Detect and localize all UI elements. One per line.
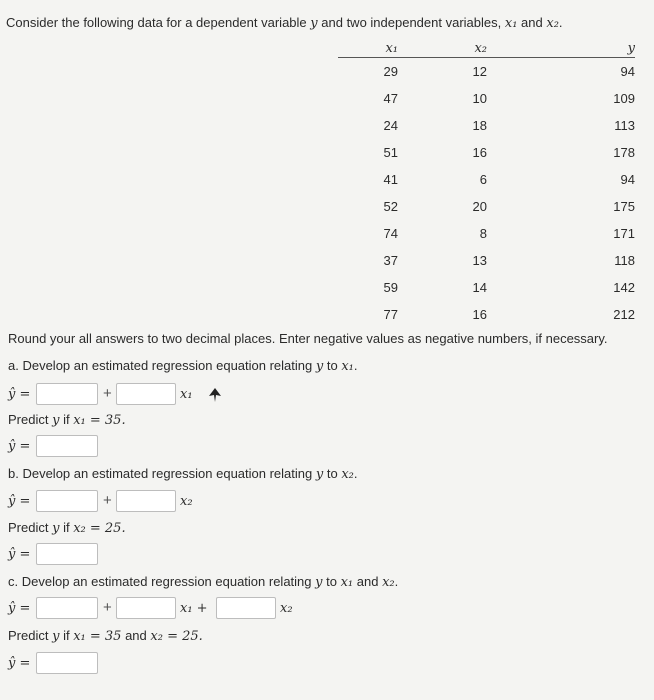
header-x2: x₂ — [474, 41, 487, 56]
header-x1: x₁ — [385, 41, 398, 56]
part-c-predict-if: if — [63, 628, 70, 643]
cell-x1: 29 — [383, 64, 398, 79]
cell-y: 175 — [613, 199, 635, 214]
part-b-title-text: b. Develop an estimated regression equation relating — [8, 466, 313, 481]
cell-x2: 16 — [472, 145, 487, 160]
part-c-and: and — [356, 574, 379, 589]
cell-y: 118 — [614, 253, 635, 268]
header-y: y — [627, 41, 635, 56]
part-c-predict-y: y — [52, 629, 60, 644]
part-c-intercept-input[interactable] — [36, 597, 98, 619]
table-row — [338, 58, 635, 86]
cell-x2: 12 — [472, 64, 487, 79]
cell-y: 178 — [613, 145, 635, 160]
table-row — [338, 139, 635, 166]
part-b-predict — [8, 520, 126, 536]
intro-text: Consider the following data for a dependent variable — [6, 15, 307, 30]
part-a-title — [8, 358, 358, 374]
part-b-predict-cond: x₂ = 25. — [73, 521, 126, 536]
table-row — [338, 274, 635, 301]
part-b-prediction-input[interactable] — [36, 543, 98, 565]
part-b-predict-y: y — [52, 521, 60, 536]
part-c-var1: x₁ — [340, 575, 354, 590]
part-c-predict-and: and — [125, 628, 147, 643]
cell-x2: 16 — [472, 307, 487, 322]
cell-x1: 59 — [383, 280, 398, 295]
part-a-predict-text: Predict — [8, 412, 49, 427]
part-b-title — [8, 466, 358, 482]
part-a-yhat-label: ŷ = — [8, 387, 31, 402]
cell-x2: 14 — [472, 280, 487, 295]
intro-text-2: and two independent variables, — [321, 15, 502, 30]
part-c-to: to — [326, 574, 337, 589]
part-a-predict-y: y — [52, 413, 60, 428]
table-row — [338, 220, 635, 247]
instructions: Round your all answers to two decimal places. Enter negative values as negative numbers, if necessary. — [8, 331, 608, 346]
part-a-intercept-input[interactable] — [36, 383, 98, 405]
part-b-dot: . — [353, 466, 358, 481]
intro-y-var: y — [310, 16, 318, 31]
part-b-to: to — [326, 466, 338, 481]
problem-statement — [6, 15, 563, 31]
cell-x2: 13 — [472, 253, 487, 268]
part-c-predict — [8, 628, 203, 644]
part-a-var: x₁ — [341, 359, 354, 374]
intro-x2-var: x₂ — [546, 16, 559, 31]
cell-y: 94 — [620, 64, 635, 79]
part-b-var: x₂ — [341, 467, 354, 482]
table-row — [338, 193, 635, 220]
part-b-yhat-label: ŷ = — [8, 494, 31, 509]
part-c-predict-cond2: x₂ = 25. — [150, 629, 203, 644]
cell-y: 212 — [613, 307, 635, 322]
part-b-x2-label: x₂ — [180, 494, 193, 509]
part-b-intercept-input[interactable] — [36, 490, 98, 512]
part-a-plus: + — [103, 385, 112, 402]
cell-y: 113 — [614, 118, 635, 133]
part-c-title-text: c. Develop an estimated regression equation relating — [8, 574, 312, 589]
part-a-prediction-label: ŷ = — [8, 439, 31, 454]
part-b-slope-input[interactable] — [116, 490, 176, 512]
part-a-title-text: a. Develop an estimated regression equation relating — [8, 358, 313, 373]
intro-and: and — [521, 15, 543, 30]
part-c-x2-coef-input[interactable] — [216, 597, 276, 619]
part-c-predict-text: Predict — [8, 628, 49, 643]
cell-y: 142 — [613, 280, 635, 295]
cell-x1: 47 — [383, 91, 398, 106]
table-header-row — [338, 40, 635, 58]
part-b-plus: + — [103, 492, 112, 509]
part-b-y: y — [315, 467, 324, 482]
part-c-title — [8, 574, 398, 590]
part-c-yhat-label: ŷ = — [8, 601, 31, 616]
part-a-slope-input[interactable] — [116, 383, 176, 405]
cell-x1: 52 — [383, 199, 398, 214]
part-a-x1-label: x₁ — [180, 387, 193, 402]
cell-y: 109 — [613, 91, 635, 106]
part-a-y: y — [315, 359, 324, 374]
cell-x1: 37 — [383, 253, 398, 268]
cell-x2: 20 — [472, 199, 487, 214]
cell-y: 171 — [613, 226, 635, 241]
part-c-x1-coef-input[interactable] — [116, 597, 176, 619]
part-c-plus: + — [103, 599, 112, 616]
cell-x2: 18 — [472, 118, 487, 133]
part-c-prediction-input[interactable] — [36, 652, 98, 674]
cell-x1: 24 — [383, 118, 398, 133]
part-a-dot: . — [353, 358, 358, 373]
cell-x2: 6 — [479, 172, 487, 187]
cell-x2: 8 — [479, 226, 487, 241]
mouse-pointer-icon — [209, 388, 221, 402]
part-b-predict-text: Predict — [8, 520, 49, 535]
cell-x1: 74 — [383, 226, 398, 241]
part-a-predict-cond: x₁ = 35. — [73, 413, 126, 428]
intro-period: . — [558, 15, 563, 30]
cell-x1: 51 — [383, 145, 398, 160]
part-a-prediction-input[interactable] — [36, 435, 98, 457]
intro-x1-var: x₁ — [504, 16, 518, 31]
table-row — [338, 112, 635, 139]
part-a-to: to — [326, 358, 338, 373]
part-c-y: y — [315, 575, 323, 590]
part-c-x1-plus-label: x₁ + — [180, 601, 208, 616]
part-a-predict — [8, 412, 126, 428]
part-c-var2: x₂ — [382, 575, 395, 590]
table-row — [338, 301, 635, 328]
data-table — [338, 40, 635, 328]
table-row — [338, 247, 635, 274]
part-b-prediction-label: ŷ = — [8, 547, 31, 562]
table-row — [338, 85, 635, 112]
cell-x1: 77 — [383, 307, 398, 322]
table-row — [338, 166, 635, 193]
part-c-prediction-label: ŷ = — [8, 656, 31, 671]
part-b-predict-if: if — [63, 520, 70, 535]
cell-y: 94 — [620, 172, 635, 187]
part-c-x2-label: x₂ — [280, 601, 293, 616]
cell-x2: 10 — [472, 91, 487, 106]
cell-x1: 41 — [383, 172, 398, 187]
part-c-dot: . — [394, 574, 399, 589]
part-c-predict-cond1: x₁ = 35 — [73, 629, 122, 644]
part-a-predict-if: if — [63, 412, 70, 427]
